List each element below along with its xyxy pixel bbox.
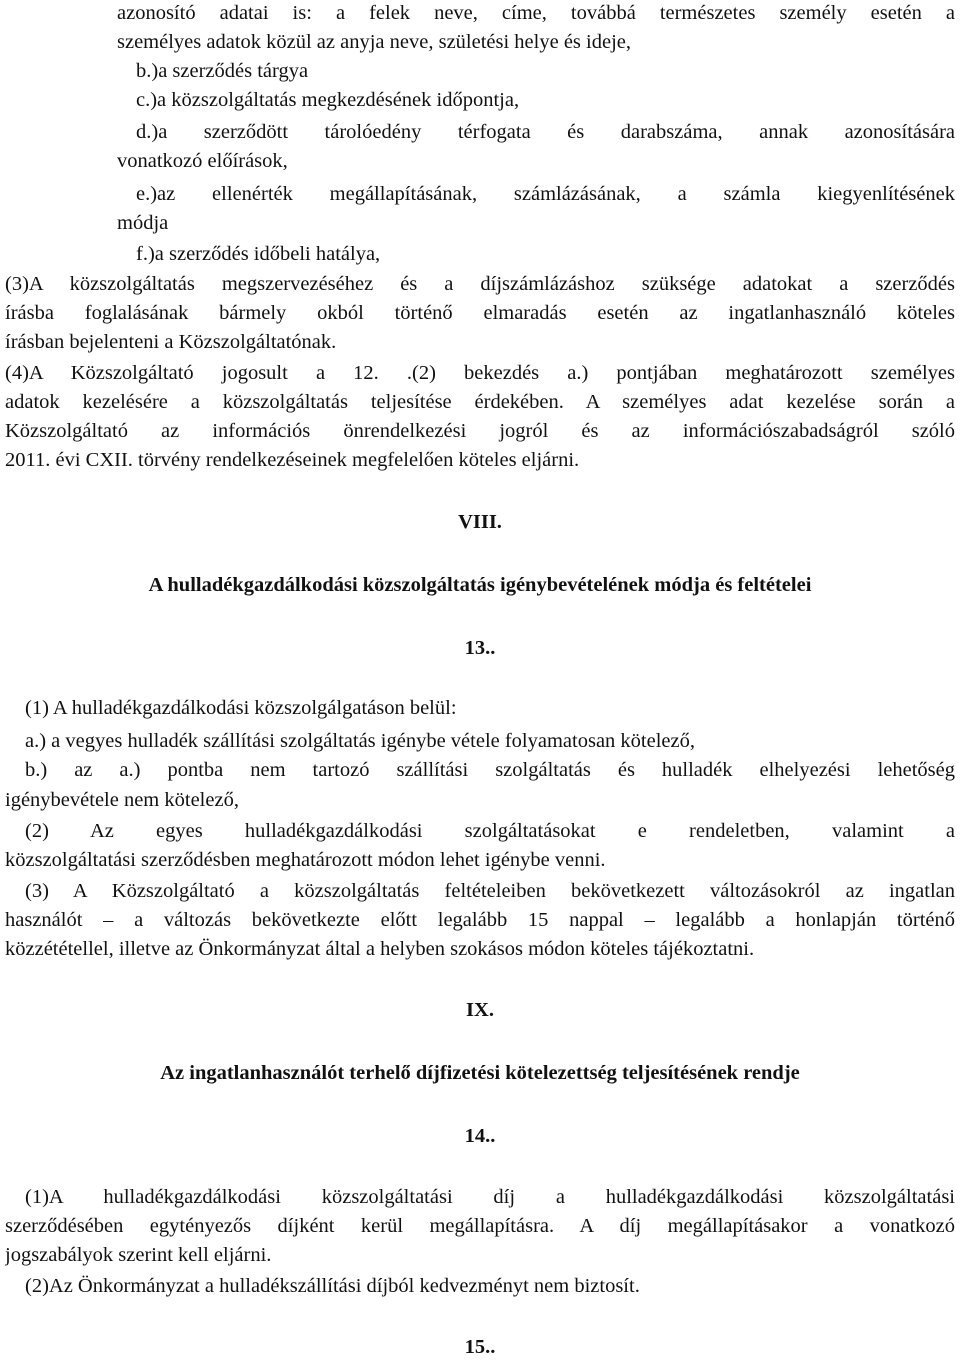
para4-line-2: adatok kezelésére a közszolgáltatás teljesítése érdekében. A személyes adat kezelése során a bbox=[5, 391, 955, 413]
intro-line-1: azonosító adatai is: a felek neve, címe, továbbá természetes személy esetén a bbox=[117, 2, 955, 24]
ch8-para3-line-1: (3) A Közszolgáltató a közszolgáltatás feltételeiben bekövetkezett változásokról az ingatlan bbox=[25, 880, 955, 902]
ch8-para2-line-1: (2) Az egyes hulladékgazdálkodási szolgáltatásokat e rendeletben, valamint a bbox=[25, 820, 955, 842]
ch8-para3-line-2: használót – a változás bekövetkezte előtt legalább 15 nappal – legalább a honlapján történő bbox=[5, 909, 955, 931]
para3-line-3: írásban bejelenteni a Közszolgáltatónak. bbox=[5, 331, 337, 353]
intro-line-2: személyes adatok közül az anyja neve, születési helye és ideje, bbox=[117, 31, 631, 53]
section-15-heading: 15.. bbox=[464, 1336, 496, 1358]
ch8-item-b-line-2: igénybevétele nem kötelező, bbox=[5, 789, 239, 811]
list-item-e-line-1: e.)az ellenérték megállapításának, számlázásának, a számla kiegyenlítésének bbox=[136, 183, 955, 205]
ch9-para1-line-1: (1)A hulladékgazdálkodási közszolgáltatási díj a hulladékgazdálkodási közszolgáltatási bbox=[25, 1186, 955, 1208]
section-13-heading: 13.. bbox=[464, 637, 496, 659]
para3-line-2: írásba foglalásának bármely okból történő elmaradás esetén az ingatlanhasználó köteles bbox=[5, 302, 955, 324]
chapter-9-title: Az ingatlanhasználót terhelő díjfizetési kötelezettség teljesítésének rendje bbox=[160, 1062, 800, 1084]
ch8-para1: (1) A hulladékgazdálkodási közszolgálgatáson belül: bbox=[25, 697, 457, 719]
ch8-item-a: a.) a vegyes hulladék szállítási szolgáltatás igénybe vétele folyamatosan kötelező, bbox=[25, 730, 695, 752]
list-item-f: f.)a szerződés időbeli hatálya, bbox=[136, 243, 381, 265]
para3-line-1: (3)A közszolgáltatás megszervezéséhez és a díjszámlázáshoz szüksége adatokat a szerződés bbox=[5, 273, 955, 295]
ch9-para1-line-2: szerződésében egytényezős díjként kerül megállapításra. A díj megállapításakor a vonatkozó bbox=[5, 1215, 955, 1237]
chapter-8-number: VIII. bbox=[458, 511, 502, 533]
para4-line-1: (4)A Közszolgáltató jogosult a 12. .(2) bekezdés a.) pontjában meghatározott személyes bbox=[5, 362, 955, 384]
ch9-para1-line-3: jogszabályok szerint kell eljárni. bbox=[5, 1244, 272, 1266]
para4-line-4: 2011. évi CXII. törvény rendelkezéseinek megfelelően köteles eljárni. bbox=[5, 449, 580, 471]
ch8-para3-line-3: közzététellel, illetve az Önkormányzat által a helyben szokásos módon köteles tájékoztatni. bbox=[5, 938, 755, 960]
list-item-d-line-2: vonatkozó előírások, bbox=[117, 150, 288, 172]
list-item-c: c.)a közszolgáltatás megkezdésének időpontja, bbox=[136, 89, 520, 111]
ch8-item-b-line-1: b.) az a.) pontba nem tartozó szállítási szolgáltatás és hulladék elhelyezési lehetőség bbox=[25, 759, 955, 781]
chapter-9-number: IX. bbox=[466, 999, 494, 1021]
list-item-b: b.)a szerződés tárgya bbox=[136, 60, 309, 82]
ch8-para2-line-2: közszolgáltatási szerződésben meghatározott módon lehet igénybe venni. bbox=[5, 849, 606, 871]
para4-line-3: Közszolgáltató az információs önrendelkezési jogról és az információszabadságról szóló bbox=[5, 420, 955, 442]
list-item-d-line-1: d.)a szerződött tárolóedény térfogata és darabszáma, annak azonosítására bbox=[136, 121, 955, 143]
list-item-e-line-2: módja bbox=[117, 212, 169, 234]
chapter-8-title: A hulladékgazdálkodási közszolgáltatás igénybevételének módja és feltételei bbox=[148, 574, 812, 596]
ch9-para2: (2)Az Önkormányzat a hulladékszállítási díjból kedvezményt nem biztosít. bbox=[25, 1275, 640, 1297]
section-14-heading: 14.. bbox=[464, 1125, 496, 1147]
